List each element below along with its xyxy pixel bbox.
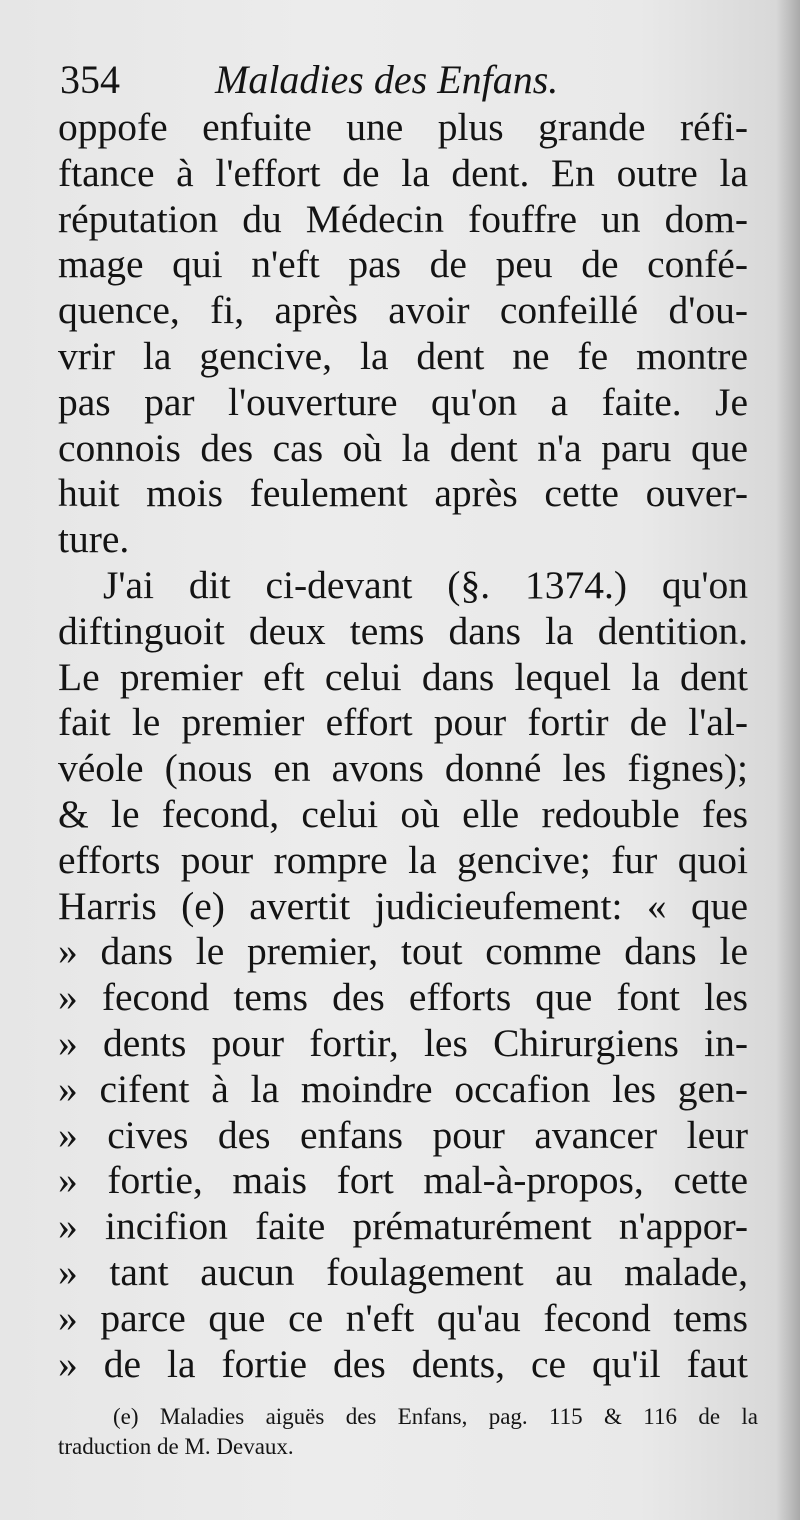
text-line: » de la fortie des dents, ce qu'il faut [58,1341,748,1386]
running-head [60,52,760,108]
text-line: véole (nous en avons donné les fignes); [58,746,748,791]
text-line: » incifion faite prématurément n'appor- [58,1204,748,1249]
footnote [58,1402,758,1462]
text-line: Harris (e) avertit judicieufement: « que [58,883,748,928]
running-title: Maladies des Enfans. [215,57,559,102]
text-line: & le fecond, celui où elle redouble fes [58,791,748,836]
text-line: » cifent à la moindre occafion les gen- [58,1066,748,1111]
footnote-line: traduction de M. Devaux. [58,1434,294,1459]
text-line: oppofe enfuite une plus grande réfi- [58,105,748,149]
text-line: huit mois feulement après cette ouver- [58,471,748,516]
text-line: » fortie, mais fort mal-à-propos, cette [58,1158,748,1203]
text-line: » tant aucun foulagement au malade, [58,1249,748,1294]
text-line: Le premier eft celui dans lequel la dent [58,654,748,699]
text-line: » dents pour fortir, les Chirurgiens in- [58,1020,748,1065]
text-line: fait le premier effort pour fortir de l'al- [58,700,748,745]
text-line: vrir la gencive, la dent ne fe montre [58,333,748,378]
text-line: » dans le premier, tout comme dans le [58,929,748,974]
text-line: J'ai dit ci-devant (§. 1374.) qu'on [103,562,748,607]
text-line: connois des cas où la dent n'a paru que [58,425,748,470]
text-line: diftinguoit deux tems dans la dentition. [58,608,748,653]
text-line: » parce que ce n'eft qu'au fecond tems [58,1295,748,1340]
text-line: réputation du Médecin fouffre un dom- [58,196,748,241]
body-text [58,105,748,1387]
text-line: ture. [58,517,130,562]
text-line: efforts pour rompre la gencive; fur quoi [58,837,748,882]
text-line: pas par l'ouverture qu'on a faite. Je [58,379,748,424]
page-number: 354 [60,57,120,102]
text-line: ftance à l'effort de la dent. En outre la [58,150,748,195]
footnote-line: (e) Maladies aiguës des Enfans, pag. 115 & 116 de la [113,1404,758,1429]
text-line: quence, fi, après avoir confeillé d'ou- [58,288,748,333]
text-line: mage qui n'eft pas de peu de confé- [58,242,748,287]
text-line: » cives des enfans pour avancer leur [58,1112,748,1157]
text-line: » fecond tems des efforts que font les [58,975,748,1020]
